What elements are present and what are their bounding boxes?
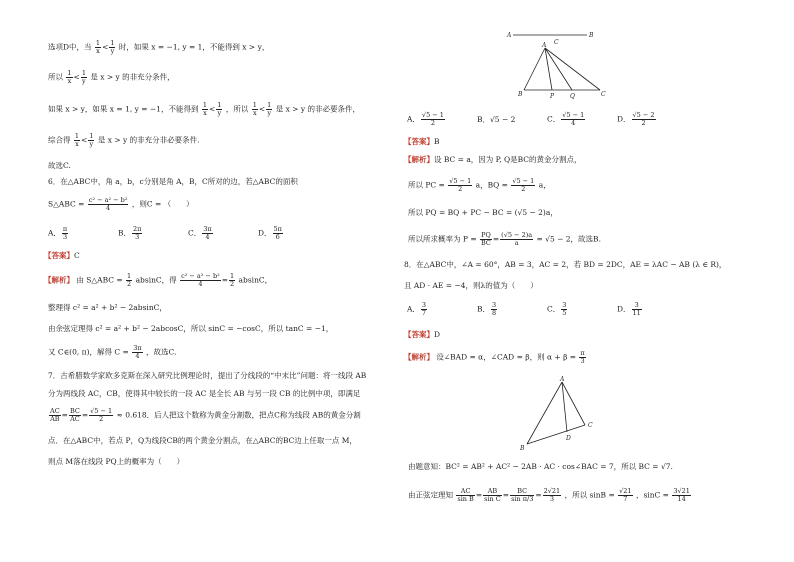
question-8-option-a[interactable]: A． $\frac{3}{7}$ (407, 301, 427, 317)
fraction: $\frac{1}{y}$ (217, 101, 222, 117)
question-7-stem-1: 7．古希腊数学家欧多克斯在深入研究比例理论时，提出了分线段的“中末比”问题：将一线段 AB (48, 371, 367, 380)
question-8-answer: 【答案】D (404, 330, 441, 339)
question-7-stem-5: 则点 M落在线段 PQ上的概率为（ ） (48, 457, 185, 466)
question-7-option-d[interactable]: D． $\frac{√5 - 2}{2}$ (617, 111, 655, 127)
label-c: C (601, 91, 606, 98)
fraction: $\frac{1}{y}$ (89, 132, 94, 148)
question-6-stem: 6．在△ABC中，角 a，b，c分别是角 A，B，C所对的边，若△ABC的面积 (48, 177, 298, 186)
fraction: $\frac{1}{x}$ (252, 101, 257, 117)
solution-line-d: 选项D中，当 $\frac{1}{x}$ < $\frac{1}{y}$ 时，如果 x = −1, y = 1，不能得到 x > y， (48, 39, 270, 55)
question-6-solution-2: 整理得 c² = a² + b² − 2absinC， (48, 303, 167, 312)
fraction: $\frac{1}{y}$ (81, 69, 86, 85)
question-7-solution-4: 所以所求概率为 P = $\frac{PQ}{BC}$ = $\frac{(√5 - 2)a}{a}$ = √5 − 2，故选B. (408, 231, 601, 247)
question-6-solution-4: 又 C∈(0, π)，解得 C = $\frac{3\pi}{4}$ ，故选C. (48, 344, 177, 360)
label-q: Q (570, 93, 575, 100)
label-c: C (588, 422, 593, 429)
label-p: P (550, 93, 555, 100)
question-7-stem-4: 点．在△ABC中，若点 P，Q为线段CB的两个黄金分割点，在△ABC的BC边上任取一点 M， (48, 436, 357, 445)
question-6-option-c[interactable]: C． $\frac{3\pi}{4}$ (188, 225, 212, 241)
question-8-stem-1: 8．在△ABC中，∠A = 60°，AB = 3，AC = 2，若 BD = 2DC，AE = λAC − AB (λ ∈ R)， (404, 260, 727, 269)
question-7-solution-2: 所以 PC = $\frac{√5 - 1}{2}$ a，BQ = $\frac{√5 - 1}{2}$ a， (408, 177, 551, 193)
question-8-solution-1: 【解析】 设∠BAD = α，∠CAD = β，则 α + β = $\frac{\pi}{3}$ (404, 349, 585, 365)
fraction: $\frac{\text{c² − a² − b²}}{4}$ (88, 196, 128, 212)
question-7-solution-3: 所以 PQ = BQ + PC − BC = (√5 − 2)a， (408, 208, 558, 217)
fraction: $\frac{1}{x}$ (95, 39, 101, 55)
question-8-solution-2: 由题意知：BC² = AB² + AC² − 2AB · AC · cos∠BAC = 7，所以 BC = √7. (408, 462, 673, 471)
fraction: $\frac{1}{y}$ (267, 101, 272, 117)
label-a: A (542, 42, 547, 49)
solution-conclusion: 故选C. (48, 161, 71, 170)
question-6-option-b[interactable]: B． $\frac{2\pi}{3}$ (118, 225, 142, 241)
fraction: $\frac{1}{x}$ (202, 101, 207, 117)
question-8-solution-3: 由正弦定理知 $\frac{AC}{\text{sin B}}$ = $\frac{AB}{\text{sin C}}$ = $\frac{BC}{\text{sin π/3}}$ = $\frac{2√21}{3}$ ，所以 sinB = $\frac{√21}{7}$ ，sinC = $\frac{3√21}{14}$ (408, 487, 690, 503)
question-6-solution-1: 【解析】 由 S△ABC = $\frac{1}{2}$ absinC，得 $\frac{\text{c² − a² − b²}}{4}$ = $\frac{1}{2}$ absinC， (44, 272, 273, 288)
golden-section-figure (505, 28, 605, 100)
question-8-stem-2: 且 AD · AE = −4，则λ的值为（ ） (404, 281, 538, 290)
fraction: $\frac{1}{y}$ (110, 39, 115, 55)
label-a: A (507, 32, 512, 39)
question-7-solution-1: 【解析】设 BC = a，因为 P, Q是BC的黄金分割点， (404, 155, 582, 164)
question-6-option-d[interactable]: D． $\frac{5\pi}{6}$ (258, 225, 282, 241)
question-6-answer: 【答案】C (44, 251, 80, 260)
label-b: B (520, 445, 525, 452)
label-c: C (554, 39, 559, 46)
fraction: $\frac{1}{x}$ (67, 69, 72, 85)
question-7-option-a[interactable]: A． $\frac{√5 - 1}{2}$ (407, 111, 444, 127)
label-a: A (560, 376, 565, 383)
question-6-area-formula: S△ABC = $\frac{\text{c² − a² − b²}}{4}$ ，则C = （ ） (48, 196, 194, 212)
solution-line: 如果 x > y，如果 x = 1, y = −1，不能得到 $\frac{1}{x}$ < $\frac{1}{y}$ ，所以 $\frac{1}{x}$ < $\frac{1}{y}$ 是 x > y 的非必要条件， (48, 101, 360, 117)
solution-line: 综合得 $\frac{1}{x}$ < $\frac{1}{y}$ 是 x > y 的非充分非必要条件. (48, 132, 200, 148)
question-7-stem-2: 分为两线段 AC，CB，使得其中较长的一段 AC 是全长 AB 与另一段 CB 的比例中项，即满足 (48, 389, 361, 398)
question-6-solution-3: 由余弦定理得 c² = a² + b² − 2abcosC，所以 sinC = −cosC，所以 tanC = −1， (48, 324, 334, 333)
question-6-option-a[interactable]: A． $\frac{\pi}{3}$ (48, 225, 68, 241)
question-8-option-d[interactable]: D． $\frac{3}{11}$ (617, 301, 641, 317)
question-7-stem-3: $\frac{AC}{AB}$ = $\frac{BC}{AC}$ = $\frac{√5 - 1}{2}$ ≈ 0.618．后人把这个数称为黄金分割数，把点C称为线段 AB的黄金分割 (50, 407, 361, 423)
triangle-abc-figure (515, 376, 605, 456)
question-8-option-b[interactable]: B． $\frac{3}{8}$ (477, 301, 497, 317)
label-b: B (589, 32, 594, 39)
question-7-option-c[interactable]: C． $\frac{√5 - 1}{4}$ (547, 111, 585, 127)
label-d: D (566, 435, 571, 442)
question-7-answer: 【答案】B (404, 137, 440, 146)
solution-line: 所以 $\frac{1}{x}$ < $\frac{1}{y}$ 是 x > y 的非充分条件， (48, 69, 175, 85)
question-8-option-c[interactable]: C． $\frac{3}{5}$ (547, 301, 567, 317)
fraction: $\frac{1}{x}$ (74, 132, 80, 148)
question-7-option-b[interactable]: B．√5 − 2 (477, 115, 516, 124)
label-b: B (518, 91, 523, 98)
